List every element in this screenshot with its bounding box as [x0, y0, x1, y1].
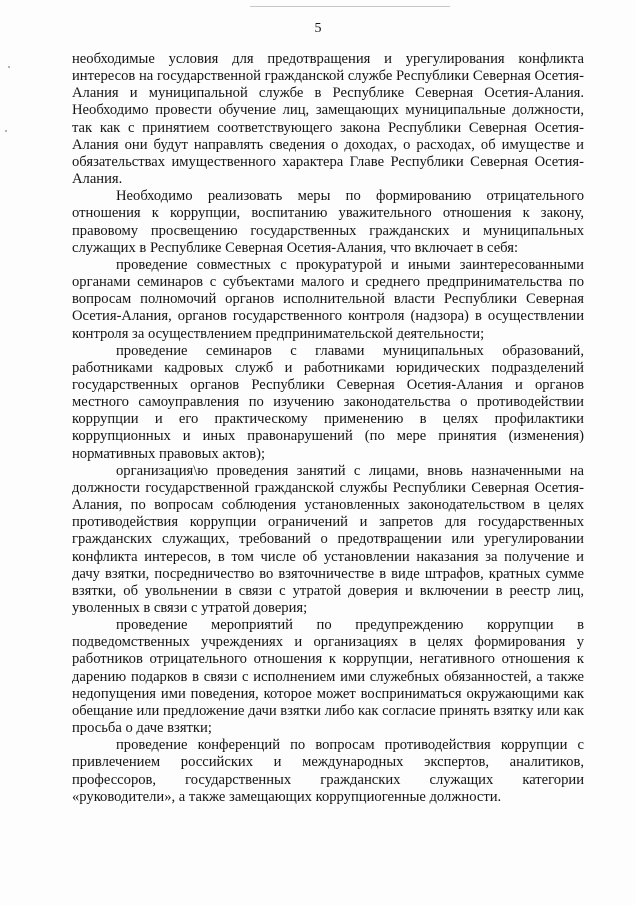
- paragraph-2: Необходимо реализовать меры по формированию отрицательного отношения к коррупции, воспитанию уважительного отношения к закону, правовому просвещению государственных гражданских и муниципальных служащих в Республике Северная Осетия-Алания, что включает в себя:: [72, 188, 584, 256]
- paragraph-4: проведение семинаров с главами муниципальных образований, работниками кадровых служб и работниками юридических подразделений государственных органов Республики Северная Осетия-Алания и органов местного самоуправления по изучению законодательства о противодействии коррупции и его практическому применению в целях профилактики коррупционных и иных правонарушений (по мере принятия (изменения) нормативных правовых актов);: [72, 342, 584, 462]
- paragraph-3: проведение совместных с прокуратурой и иными заинтересованными органами семинаров с субъектами малого и среднего предпринимательства по вопросам полномочий органов исполнительной власти Республики Северная Осетия-Алания, органов государственного контроля (надзора) в осуществлении контроля за осуществлением предпринимательской деятельности;: [72, 256, 584, 342]
- paragraph-6: проведение мероприятий по предупреждению коррупции в подведомственных учреждениях и организациях в целях формирования у работников отрицательного отношения к коррупции, негативного отношения к дарению подарков в связи с исполнением ими служебных обязанностей, а также недопущения ими поведения, которое может восприниматься окружающими как обещание или предложение дачи взятки либо как согласие принять взятку или как просьба о даче взятки;: [72, 617, 584, 737]
- paragraph-5: организация\ю проведения занятий с лицами, вновь назначенными на должности государственной гражданской службы Республики Северная Осетия-Алания, по вопросам соблюдения установленных законодательством в целях противодействия коррупции ограничений и запретов для государственных гражданских служащих, требований о предотвращении или урегулировании конфликта интересов, в том числе об установлении наказания за получение и дачу взятки, посредничество во взяточничестве в виде штрафов, кратных сумме взятки, об увольнении в связи с утратой доверия и включении в реестр лиц, уволенных в связи с утратой доверия;: [72, 462, 584, 616]
- paragraph-7: проведение конференций по вопросам противодействия коррупции с привлечением российских и международных экспертов, аналитиков, профессоров, государственных гражданских служащих категории «руководители», а также замещающих коррупциогенные должности.: [72, 737, 584, 805]
- scan-speck: [8, 66, 10, 68]
- scan-speck: [5, 130, 7, 132]
- page-number: 5: [314, 21, 322, 36]
- document-body: [72, 51, 584, 806]
- paragraph-1: необходимые условия для предотвращения и урегулирования конфликта интересов на государственной гражданской службе Республики Северная Осетия-Алания и муниципальной службе в Республике Северная Осетия-Алания. Необходимо провести обучение лиц, замещающих муниципальные должности, так как с принятием соответствующего закона Республики Северная Осетия-Алания они будут направлять сведения о доходах, о расходах, об имуществе и обязательствах имущественного характера Главе Республики Северная Осетия-Алания.: [72, 51, 584, 188]
- scan-edge-line: [250, 6, 450, 7]
